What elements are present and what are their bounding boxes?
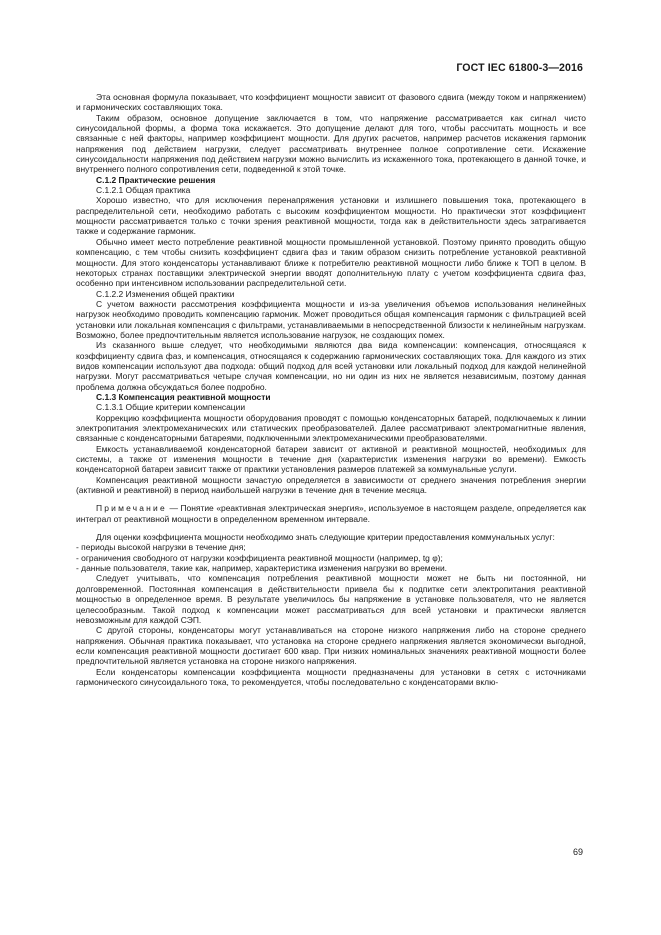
body-paragraph: Обычно имеет место потребление реактивной мощности промышленной установкой. Поэтому принято проводить общую компенсацию, с тем чтобы снизить коэффициент сдвига фаз и таким образом снизить потребление установкой реактивной мощности. Для этого конденсаторы устанавливают ближе к потребителю реактивной мощности либо ближе к ТОП в целом. В некоторых странах поставщики электрической энергии вводят дополнительную плату с учетом коэффициента сдвига фаз, особенно при интенсивном использовании распределительной сети. [76, 236, 586, 289]
list-item: - ограничения свободного от нагрузки коэффициента реактивной мощности (например, tg φ); [76, 552, 443, 563]
note-text: — Понятие «реактивная электрическая энергия», используемое в настоящем разделе, определяется как интеграл от реактивной мощности в определенном временном интервале. [76, 503, 586, 524]
page-number: 69 [572, 847, 583, 857]
note-paragraph [76, 503, 586, 524]
section-heading: С.1.3 Компенсация реактивной мощности [96, 391, 271, 402]
document-body [76, 92, 586, 687]
list-item: - данные пользователя, такие как, например, характеристика изменения нагрузки во времени. [76, 563, 448, 574]
body-paragraph: Таким образом, основное допущение заключается в том, что напряжение рассматривается как сигнал чисто синусоидальной формы, а форма тока искажается. Это допущение делают для того, чтобы рассчитать мощность и все связанные с ней факторы, например коэффициент мощности. Для других расчетов, например расчетов искажения гармоник напряжения под действием нагрузки, следует рассматривать внутреннее полное сопротивление сети. Искажение синусоидальности напряжения под действием нагрузки можно вычислить из искаженного тока, протекающего в данной точке, и внутреннего полного сопротивления сети, подведенной к этой точке. [76, 112, 586, 175]
section-heading: С.1.2 Практические решения [96, 174, 216, 185]
body-paragraph: Хорошо известно, что для исключения перенапряжения установки и излишнего повышения тока, протекающего в распределительной сети, необходимо работать с высоким коэффициентом мощности. Но практически этот коэффициент мощности рассматривается только с точки зрения реактивной мощности, тогда как в действительности здесь затрагивается также и содержание гармоник. [76, 195, 586, 237]
list-item: - периоды высокой нагрузки в течение дня; [76, 542, 246, 553]
subsection-heading: С.1.3.1 Общие критерии компенсации [96, 402, 246, 413]
body-paragraph: Следует учитывать, что компенсация потребления реактивной мощности может не быть ни постоянной, ни долговременной. Постоянная компенсация в действительности привела бы к подпитке сети электропитания реактивной мощностью в определенное время. В результате увеличилось бы напряжение в установке пользователя, что не является целесообразным. Такой подход к компенсации может рассматриваться для всей установки и практически является невозможным для каждой СЭП. [76, 573, 586, 625]
subsection-heading: С.1.2.1 Общая практика [96, 185, 191, 196]
body-paragraph: С учетом важности рассмотрения коэффициента мощности и из-за увеличения объемов использования нелинейных нагрузок необходимо проводить компенсацию гармоник. Может проводиться общая компенсация гармоник с фильтрацией всей установки или локальная компенсация с фильтрами, устанавливаемыми в непосредственной близости к нелинейным нагрузкам. Возможно, более предпочтительным является использование нагрузок, не создающих помех. [76, 298, 586, 340]
body-paragraph: С другой стороны, конденсаторы могут устанавливаться на стороне низкого напряжения либо на стороне среднего напряжения. Обычная практика показывает, что установка на стороне среднего напряжения является экономически выгодной, если компенсация реактивной мощности достигает 600 квар. При низких номинальных значениях реактивной мощности более предпочтительной является установка на стороне низкого напряжения. [76, 625, 586, 667]
body-paragraph: Из сказанного выше следует, что необходимыми являются два вида компенсации: компенсация, относящаяся к коэффициенту сдвига фаз, и компенсация, относящаяся к содержанию гармонических составляющих тока. Для каждого из этих видов компенсации используют два подхода: общий подход для всей установки или локальный подход для каждой нелинейной нагрузки. Могут рассматриваться четыре случая компенсации, но ни один из них не является независимым, поэтому данная проблема должна обсуждаться более подробно. [76, 340, 586, 392]
subsection-heading: С.1.2.2 Изменения общей практики [96, 288, 235, 299]
note-label: Примечание [96, 503, 167, 514]
document-header: ГОСТ IEC 61800-3—2016 [456, 62, 583, 74]
body-paragraph: Емкость устанавливаемой конденсаторной батареи зависит от активной и реактивной мощностей, необходимых для системы, а также от изменения мощности в течение дня (характеристик изменения нагрузки во времени). Емкость конденсаторной батареи зависит также от практики установления размеров платежей за коммунальные услуги. [76, 443, 586, 475]
body-paragraph: Если конденсаторы компенсации коэффициента мощности предназначены для установки в сетях с источниками гармонического синусоидального тока, то рекомендуется, чтобы последовательно с конденсаторами вклю- [76, 666, 586, 687]
body-paragraph: Эта основная формула показывает, что коэффициент мощности зависит от фазового сдвига (между током и напряжением) и гармонических составляющих тока. [76, 92, 586, 113]
body-paragraph: Компенсация реактивной мощности зачастую определяется в зависимости от среднего значения потребления энергии (активной и реактивной) в период наибольшей нагрузки в течение дня в течение месяца. [76, 474, 586, 496]
body-paragraph: Для оценки коэффициента мощности необходимо знать следующие критерии предоставления коммунальных услуг: [96, 532, 555, 543]
body-paragraph: Коррекцию коэффициента мощности оборудования проводят с помощью конденсаторных батарей, подключаемых к линии электропитания электромеханических или статических преобразователей. Далее рассматривают электромагнитные явления, связанные с конденсаторными батареями, подключенными электромеханическими преобразователями. [76, 412, 586, 444]
